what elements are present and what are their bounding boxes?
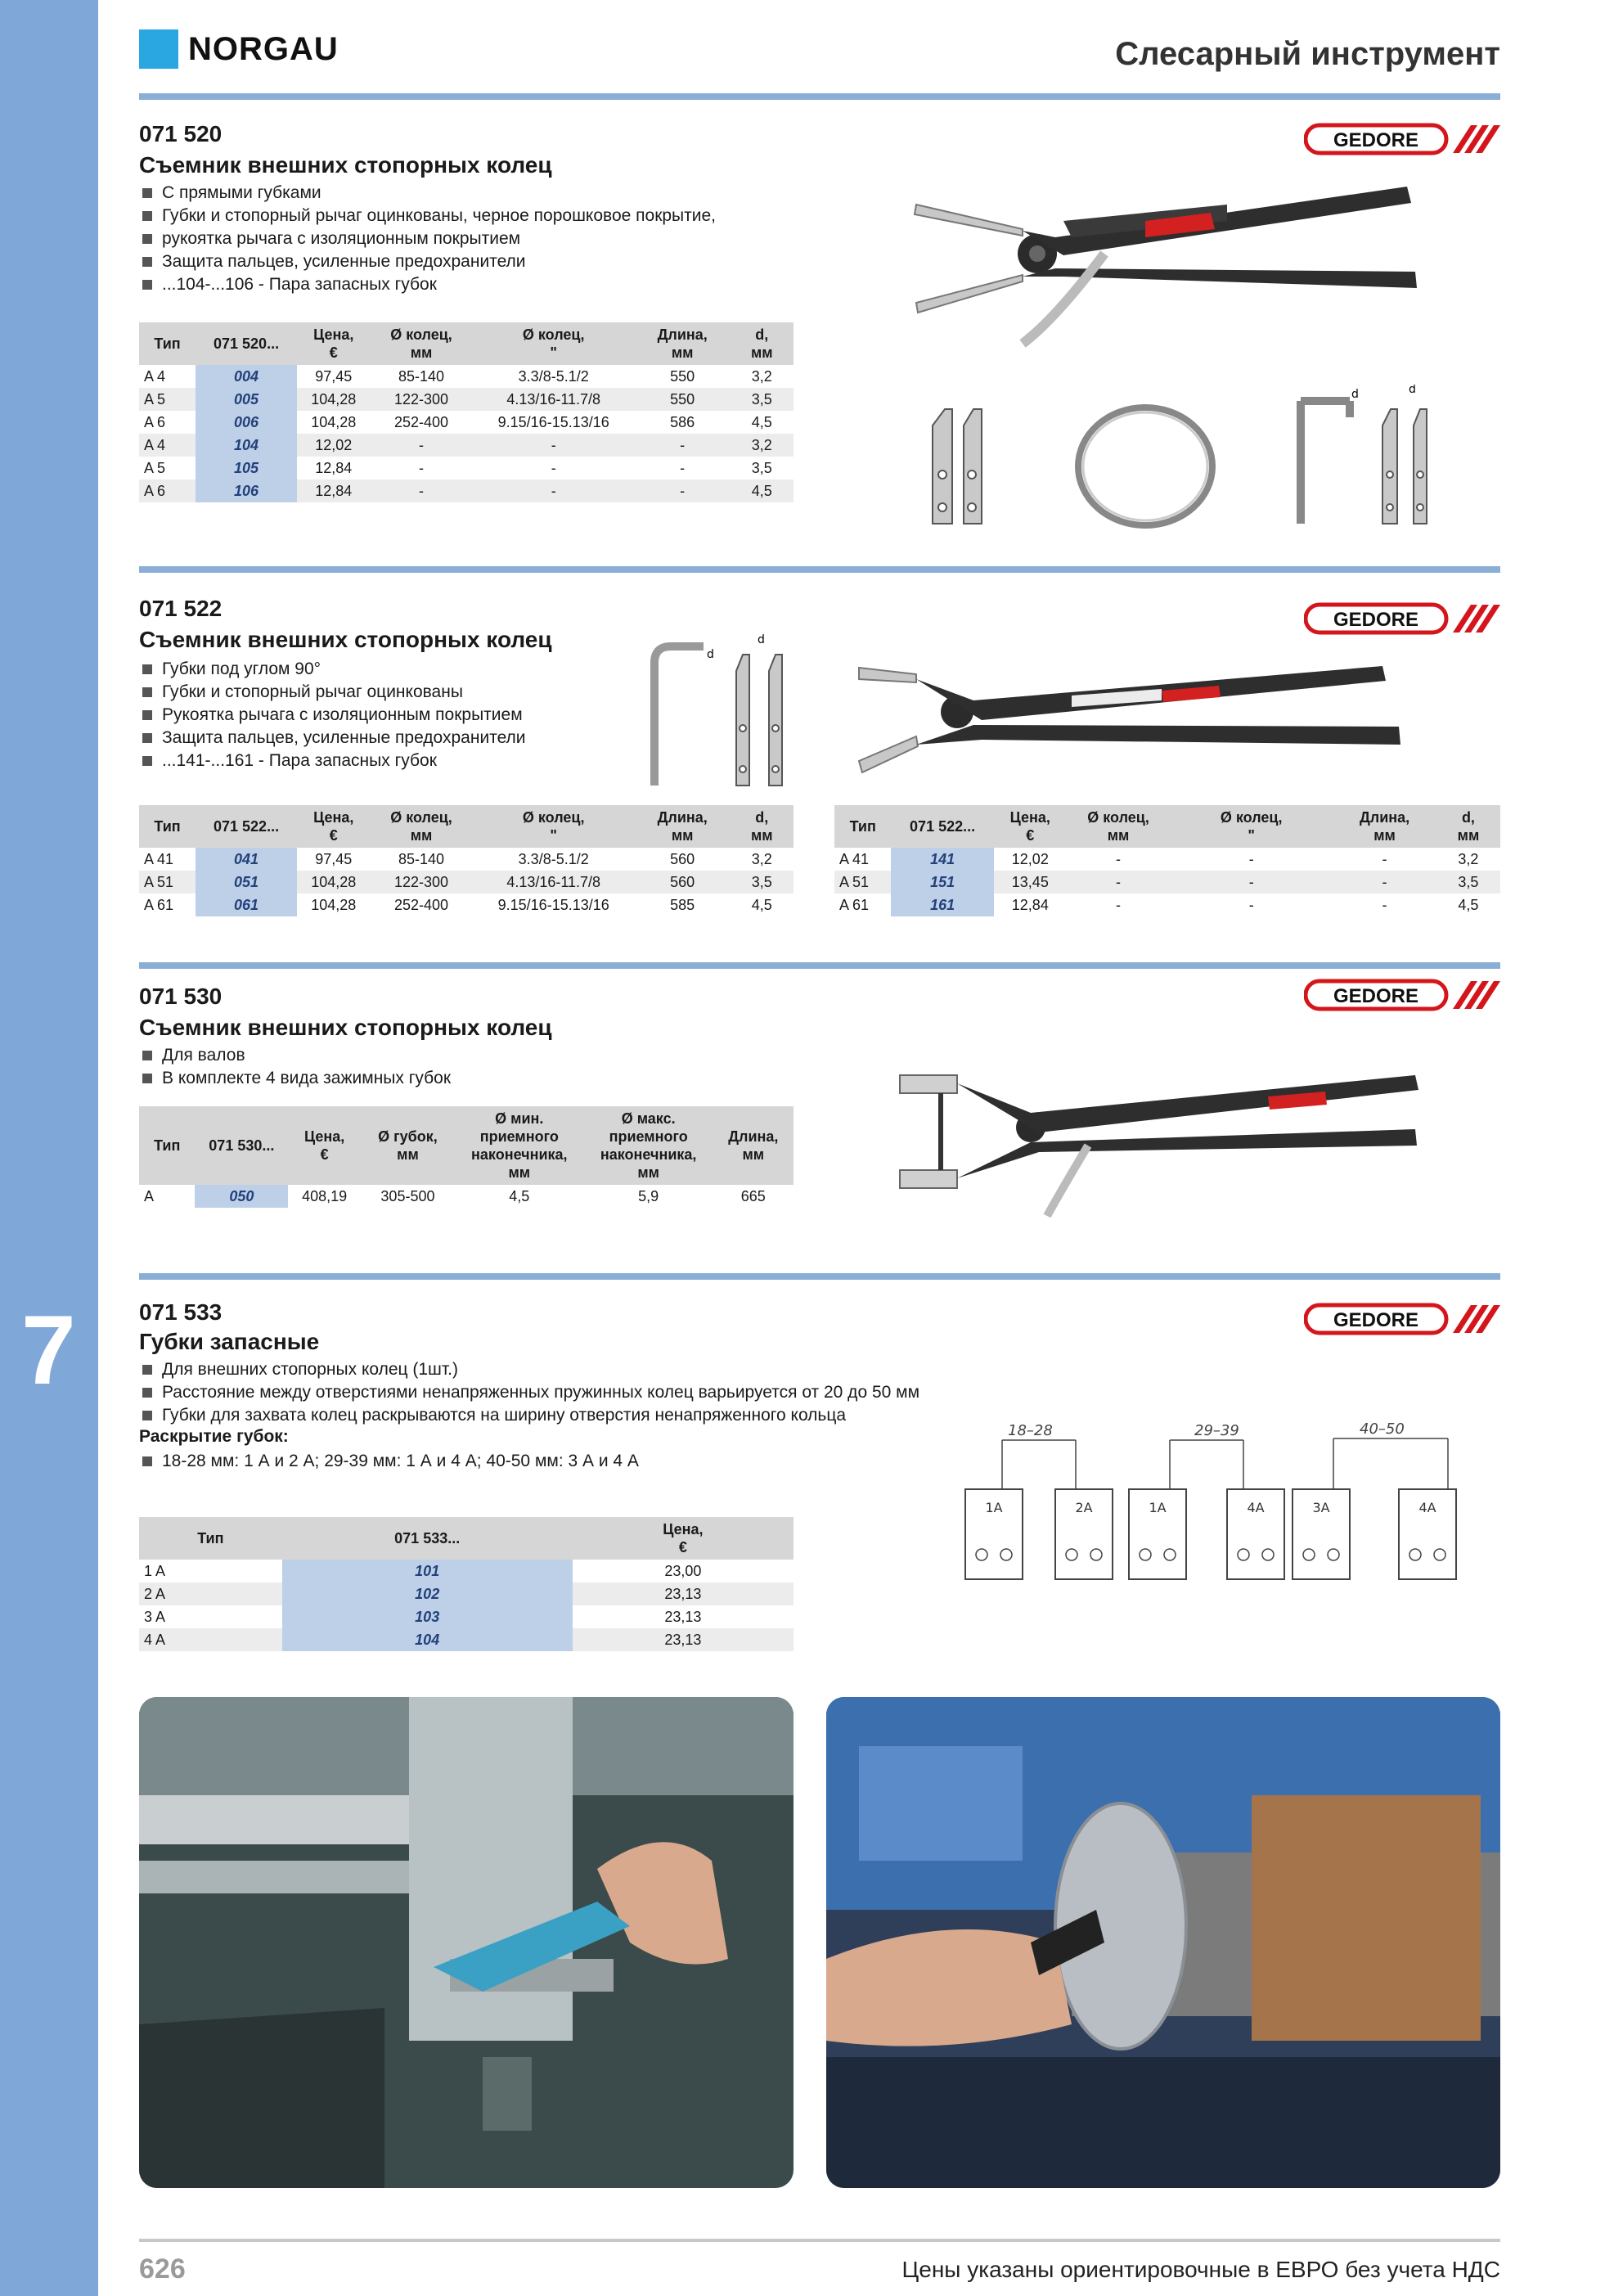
- table-body: [139, 365, 794, 502]
- article-code-cell: 151: [891, 871, 993, 894]
- table-cell: 4.13/16-11.7/8: [473, 388, 635, 411]
- range-label: 40–50: [1360, 1420, 1405, 1438]
- table-cell: 85-140: [398, 850, 445, 867]
- table-071520: [139, 322, 794, 502]
- jaw-label: 1A: [985, 1500, 1003, 1515]
- article-code-cell: 006: [196, 411, 297, 434]
- section-530-features: [139, 1044, 451, 1090]
- col-header: Ø губок, мм: [361, 1106, 455, 1185]
- table-cell: A 5: [144, 459, 166, 476]
- col-header: Ø колец, мм: [370, 805, 472, 848]
- table-cell: -: [1333, 871, 1436, 894]
- section-rule: [139, 962, 1500, 969]
- table-cell: 23,13: [573, 1628, 794, 1651]
- page-number: 626: [139, 2253, 186, 2285]
- feature-item: Губки под углом 90°: [139, 658, 526, 681]
- table-cell: 1 A: [144, 1562, 166, 1579]
- table-cell: 12,84: [297, 479, 370, 502]
- col-header: Цена, €: [297, 805, 370, 848]
- table-cell: -: [1067, 871, 1170, 894]
- col-header: 071 533...: [282, 1517, 573, 1560]
- section-522-title: Съемник внешних стопорных колец: [139, 627, 552, 652]
- feature-item: Для валов: [139, 1044, 451, 1067]
- table-cell: A 4: [144, 367, 166, 385]
- jaw-label: 4A: [1418, 1500, 1436, 1515]
- gedore-logo: [1304, 1303, 1500, 1335]
- table-cell: 104,28: [311, 896, 357, 913]
- table-row: [834, 871, 1500, 894]
- section-530-title: Съемник внешних стопорных колец: [139, 1015, 552, 1040]
- table-cell: A 51: [139, 871, 196, 894]
- table-cell: 550: [670, 367, 695, 385]
- feature-item: Губки для захвата колец раскрываются на ширину отверстия ненапряженного кольца: [139, 1404, 919, 1427]
- table-cell: -: [1382, 850, 1387, 867]
- feature-item-continued: рукоятка рычага с изоляционным покрытием: [139, 227, 716, 250]
- table-cell: A 41: [839, 850, 870, 867]
- col-header: Тип: [139, 805, 196, 848]
- footer-rule: [139, 2239, 1500, 2242]
- section-rule: [139, 566, 1500, 573]
- article-code-cell: 051: [196, 871, 297, 894]
- gedore-logo-text: GEDORE: [1333, 609, 1419, 631]
- table-cell: 104,28: [311, 413, 357, 430]
- table-cell: 5,9: [638, 1187, 659, 1204]
- col-header: Ø колец, ": [473, 322, 635, 365]
- article-code-cell: 061: [196, 894, 297, 916]
- section-520-title: Съемник внешних стопорных колец: [139, 152, 552, 178]
- gedore-logo: [1304, 979, 1500, 1011]
- article-code-cell: 101: [282, 1560, 573, 1582]
- table-cell: 4,5: [509, 1187, 530, 1204]
- section-rule: [139, 1273, 1500, 1280]
- section-522-features: [139, 658, 526, 772]
- table-cell: A 41: [144, 850, 174, 867]
- col-header: Ø колец, ": [1170, 805, 1333, 848]
- gedore-logo-text: GEDORE: [1333, 129, 1419, 151]
- workshop-photo-right: [826, 1697, 1500, 2188]
- col-header: Цена, €: [288, 1106, 361, 1185]
- col-header: Ø мин. приемного наконечника, мм: [455, 1106, 584, 1185]
- col-header: 071 522...: [196, 805, 297, 848]
- jaw-label: 3A: [1312, 1500, 1330, 1515]
- col-header: 071 522...: [891, 805, 993, 848]
- col-header: Тип: [139, 322, 196, 365]
- section-530-code: 071 530: [139, 984, 223, 1009]
- table-cell: 4 A: [139, 1628, 282, 1651]
- table-cell: -: [419, 459, 424, 476]
- table-071522-jaws: [834, 805, 1500, 916]
- table-row: [139, 411, 794, 434]
- table-cell: 12,84: [315, 459, 353, 476]
- ring-pliers-image: [900, 172, 1440, 368]
- table-cell: -: [635, 434, 731, 457]
- table-cell: 3.3/8-5.1/2: [518, 850, 589, 867]
- feature-item: ...104-...106 - Пара запасных губок: [139, 273, 716, 296]
- workshop-photo-left: [139, 1697, 794, 2188]
- table-cell: 3,5: [731, 388, 794, 411]
- table-cell: A: [144, 1187, 155, 1204]
- footer-note: Цены указаны ориентировочные в ЕВРО без учета НДС: [901, 2257, 1500, 2282]
- col-header: Цена, €: [573, 1517, 794, 1560]
- table-body: [139, 848, 794, 916]
- section-533-code: 071 533: [139, 1299, 223, 1325]
- table-row: [139, 365, 794, 388]
- feature-item: Защита пальцев, усиленные предохранители: [139, 727, 526, 750]
- gedore-logo-text: GEDORE: [1333, 1309, 1419, 1331]
- table-cell: 4,5: [1458, 896, 1479, 913]
- table-row: [139, 1582, 794, 1605]
- article-code-cell: 050: [195, 1185, 288, 1208]
- table-cell: 252-400: [393, 413, 449, 430]
- table-cell: A 4: [139, 434, 196, 457]
- table-cell: 586: [670, 413, 695, 430]
- table-cell: -: [370, 479, 472, 502]
- opening-list: [139, 1450, 639, 1473]
- dimension-d-label: d: [707, 648, 714, 661]
- col-header: 071 520...: [196, 322, 297, 365]
- jaw-opening-diagram: [957, 1416, 1497, 1612]
- table-cell: 12,84: [1011, 896, 1049, 913]
- angled-ring-pliers-image: [843, 655, 1415, 794]
- article-code-cell: 102: [282, 1582, 573, 1605]
- range-label: 18–28: [1008, 1422, 1053, 1439]
- col-header: d, мм: [731, 322, 794, 365]
- table-cell: A 6: [144, 413, 166, 430]
- table-cell: 122-300: [370, 871, 472, 894]
- table-071533: [139, 1517, 794, 1651]
- article-code-cell: 141: [891, 848, 993, 871]
- shaft-ring-pliers-image: [883, 1064, 1448, 1227]
- table-cell: 23,00: [664, 1562, 702, 1579]
- table-cell: -: [551, 459, 556, 476]
- section-522-code: 071 522: [139, 596, 223, 621]
- gedore-logo: [1304, 123, 1500, 155]
- col-header: Длина, мм: [635, 805, 731, 848]
- col-header: Ø колец, ": [473, 805, 635, 848]
- chapter-sidebar: [0, 0, 98, 2296]
- table-row: [139, 848, 794, 871]
- table-cell: 560: [635, 871, 731, 894]
- table-row: [139, 1560, 794, 1582]
- table-cell: 97,45: [315, 367, 353, 385]
- table-cell: 104,28: [297, 871, 370, 894]
- jaw-label: 1A: [1149, 1500, 1167, 1515]
- table-cell: 305-500: [380, 1187, 435, 1204]
- chapter-number: 7: [21, 1295, 76, 1405]
- table-row: [139, 479, 794, 502]
- table-cell: -: [1116, 850, 1122, 867]
- table-cell: A 51: [834, 871, 891, 894]
- col-header: Ø колец, мм: [1067, 805, 1170, 848]
- table-cell: 4.13/16-11.7/8: [473, 871, 635, 894]
- table-071530: [139, 1106, 794, 1208]
- col-header: Цена, €: [994, 805, 1067, 848]
- table-cell: 3,5: [751, 459, 772, 476]
- table-cell: 3,5: [1436, 871, 1500, 894]
- article-code-cell: 004: [196, 365, 297, 388]
- jaw-label: 2A: [1075, 1500, 1093, 1515]
- table-cell: 23,13: [664, 1608, 702, 1625]
- feature-item: Защита пальцев, усиленные предохранители: [139, 250, 716, 273]
- feature-item: ...141-...161 - Пара запасных губок: [139, 750, 526, 772]
- table-cell: A 6: [139, 479, 196, 502]
- article-code-cell: 103: [282, 1605, 573, 1628]
- section-533-title: Губки запасные: [139, 1329, 320, 1354]
- table-cell: 3,2: [751, 367, 772, 385]
- table-row: [139, 894, 794, 916]
- table-cell: 4,5: [751, 413, 772, 430]
- col-header: Тип: [139, 1106, 195, 1185]
- table-cell: 9.15/16-15.13/16: [497, 896, 609, 913]
- dimension-d-label: d: [1409, 385, 1416, 396]
- table-row: [139, 1628, 794, 1651]
- table-cell: -: [680, 459, 686, 476]
- table-row: [834, 894, 1500, 916]
- table-body: [139, 1560, 794, 1651]
- dimension-d-label: d: [1351, 388, 1359, 401]
- gedore-logo-text: GEDORE: [1333, 985, 1419, 1007]
- table-cell: -: [473, 434, 635, 457]
- table-cell: 12,02: [297, 434, 370, 457]
- table-071522-pliers: [139, 805, 794, 916]
- header-rule: [139, 93, 1500, 100]
- table-row: [139, 1185, 794, 1208]
- jaw-diagram-522: [638, 630, 818, 794]
- table-cell: -: [635, 479, 731, 502]
- feature-item: Губки и стопорный рычаг оцинкованы: [139, 681, 526, 704]
- gedore-logo: [1304, 602, 1500, 635]
- article-code-cell: 041: [196, 848, 297, 871]
- col-header: Длина, мм: [635, 322, 731, 365]
- section-520-code: 071 520: [139, 121, 223, 146]
- table-cell: -: [1170, 871, 1333, 894]
- dimension-d-label: d: [758, 633, 765, 646]
- section-520-features: [139, 182, 716, 296]
- table-cell: 9.15/16-15.13/16: [497, 413, 609, 430]
- page-title: Слесарный инструмент: [1115, 36, 1500, 72]
- col-header: Длина, мм: [1333, 805, 1436, 848]
- table-row: [139, 871, 794, 894]
- section-533-features: [139, 1358, 919, 1427]
- feature-item: Расстояние между отверстиями ненапряженных пружинных колец варьируется от 20 до 50 мм: [139, 1381, 919, 1404]
- col-header: Цена, €: [297, 322, 370, 365]
- table-cell: 585: [670, 896, 695, 913]
- feature-item: Рукоятка рычага с изоляционным покрытием: [139, 704, 526, 727]
- col-header: Ø колец, мм: [370, 322, 472, 365]
- jaw-label: 4A: [1247, 1500, 1265, 1515]
- table-body: [139, 1185, 794, 1208]
- table-cell: 3.3/8-5.1/2: [518, 367, 589, 385]
- article-code-cell: 104: [282, 1628, 573, 1651]
- article-code-cell: 105: [196, 457, 297, 479]
- table-cell: -: [473, 479, 635, 502]
- col-header: Длина, мм: [713, 1106, 794, 1185]
- table-cell: 104,28: [297, 388, 370, 411]
- table-cell: A 5: [139, 388, 196, 411]
- table-cell: 560: [670, 850, 695, 867]
- table-cell: 97,45: [315, 850, 353, 867]
- table-cell: 408,19: [302, 1187, 348, 1204]
- table-cell: 3,2: [751, 850, 772, 867]
- table-row: [139, 388, 794, 411]
- range-label: 29–39: [1194, 1422, 1239, 1439]
- table-row: [834, 848, 1500, 871]
- table-cell: 252-400: [393, 896, 449, 913]
- table-row: [139, 457, 794, 479]
- table-cell: -: [1248, 896, 1254, 913]
- table-cell: 2 A: [139, 1582, 282, 1605]
- table-cell: 665: [740, 1187, 766, 1204]
- article-code-cell: 104: [196, 434, 297, 457]
- table-cell: 4,5: [751, 896, 772, 913]
- table-body: [834, 848, 1500, 916]
- table-cell: 3,2: [1458, 850, 1479, 867]
- table-cell: 13,45: [994, 871, 1067, 894]
- jaw-diagram-520: [924, 385, 1497, 532]
- article-code-cell: 161: [891, 894, 993, 916]
- table-cell: 122-300: [370, 388, 472, 411]
- table-cell: A 61: [144, 896, 174, 913]
- opening-item: 18-28 мм: 1 А и 2 А; 29-39 мм: 1 А и 4 А; 40-50 мм: 3 А и 4 А: [139, 1450, 639, 1473]
- table-cell: 3,5: [731, 871, 794, 894]
- brand-logo-text: NORGAU: [188, 31, 339, 67]
- table-cell: 550: [635, 388, 731, 411]
- feature-item: Губки и стопорный рычаг оцинкованы, черное порошковое покрытие,: [139, 205, 716, 227]
- col-header: Тип: [834, 805, 891, 848]
- table-cell: A 61: [839, 896, 870, 913]
- col-header: d, мм: [1436, 805, 1500, 848]
- table-cell: 85-140: [398, 367, 445, 385]
- article-code-cell: 106: [196, 479, 297, 502]
- col-header: Тип: [139, 1517, 282, 1560]
- table-cell: 3,2: [731, 434, 794, 457]
- table-cell: 23,13: [573, 1582, 794, 1605]
- col-header: 071 530...: [195, 1106, 288, 1185]
- feature-item: В комплекте 4 вида зажимных губок: [139, 1067, 451, 1090]
- opening-heading: Раскрытие губок:: [139, 1427, 289, 1446]
- col-header: Ø макс. приемного наконечника, мм: [584, 1106, 713, 1185]
- feature-item: Для внешних стопорных колец (1шт.): [139, 1358, 919, 1381]
- article-code-cell: 005: [196, 388, 297, 411]
- table-cell: 4,5: [731, 479, 794, 502]
- table-cell: 12,02: [1011, 850, 1049, 867]
- table-cell: -: [1382, 896, 1387, 913]
- brand-logo-mark: [139, 29, 178, 69]
- table-row: [139, 434, 794, 457]
- feature-item: С прямыми губками: [139, 182, 716, 205]
- table-cell: -: [1116, 896, 1122, 913]
- table-row: [139, 1605, 794, 1628]
- table-cell: -: [370, 434, 472, 457]
- table-cell: 3 A: [144, 1608, 166, 1625]
- table-cell: -: [1248, 850, 1254, 867]
- col-header: d, мм: [731, 805, 794, 848]
